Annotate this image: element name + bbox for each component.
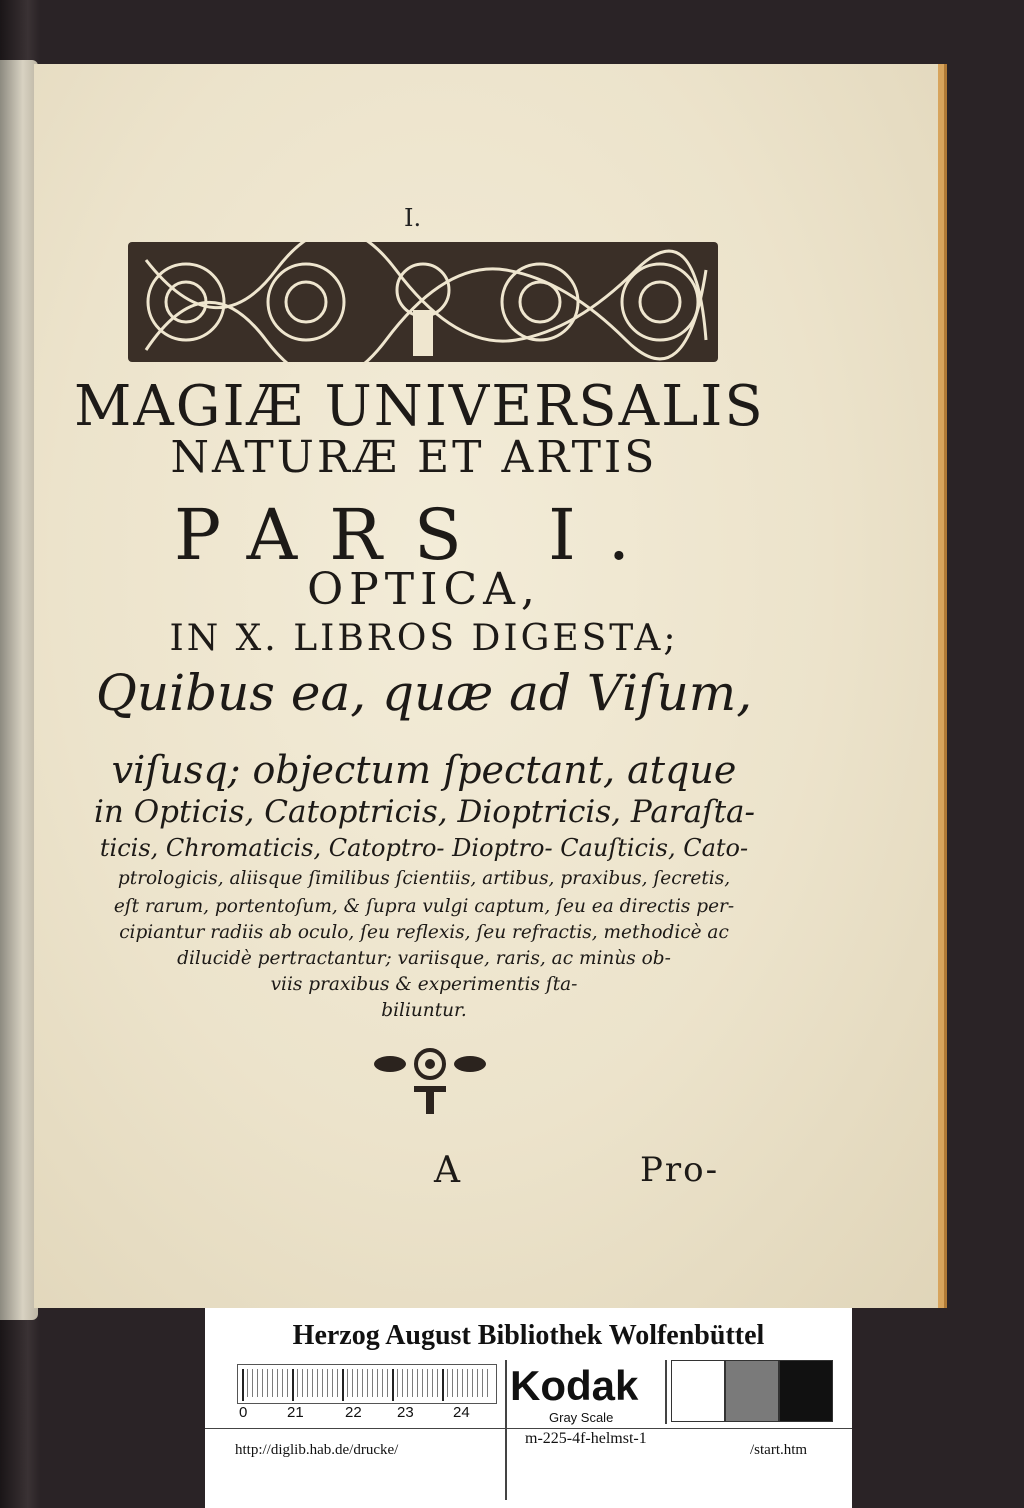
gray-scale-label: Gray Scale [549,1410,614,1425]
body-line: eſt rarum, portentoſum, & ſupra vulgi captum, ſeu ea directis per- [113,896,735,917]
book-page [34,64,938,1308]
folio-number: I. [404,204,422,232]
title-line-2: NATURÆ ET ARTIS [170,432,658,483]
start-page-text: /start.htm [750,1442,808,1458]
library-name: Herzog August Bibliothek Wolfenbüttel [292,1320,765,1351]
title-line-1: MAGIÆ UNIVERSALIS [74,374,765,439]
title-line-3: PARS I. [174,494,663,576]
body-line: viſusq; objectum ſpectant, atque [111,748,737,792]
catchword: Pro- [640,1150,720,1190]
fleuron-ornament [370,1046,490,1116]
signature-mark: A [434,1150,460,1191]
shelfmark-code: m-225-4f-helmst-1 [525,1430,647,1447]
ornamental-headpiece [126,240,720,364]
body-line: Quibus ea, quæ ad Viſum, [95,664,753,722]
body-line: ticis, Chromaticis, Catoptro- Dioptro- Cauſticis, Cato- [99,834,749,862]
gray-swatch [725,1360,779,1422]
previous-page-edge [0,60,38,1320]
url-text: http://diglib.hab.de/drucke/ [235,1442,399,1458]
title-line-4: OPTICA, [307,564,541,615]
body-line: biliuntur. [381,1000,467,1021]
title-line-5: IN X. LIBROS DIGESTA; [169,618,679,659]
black-swatch [779,1360,833,1422]
body-line: viis praxibus & experimentis ſta- [270,974,578,995]
body-line: in Opticis, Catoptricis, Dioptricis, Paraſta- [94,794,756,830]
white-swatch [671,1360,725,1422]
body-line: cipiantur radiis ab oculo, ſeu reflexis, ſeu refractis, methodicè ac [119,922,729,943]
color-target-card: Herzog August Bibliothek Wolfenbüttel 0 21 22 23 24 Kodak Gray Scale http://diglib.hab.de/drucke/ m-225-4f-helmst-1 /start.htm [205,1308,852,1508]
body-line: ptrologicis, aliisque ſimilibus ſcientiis, artibus, praxibus, ſecretis, [117,868,731,889]
scale-ruler [237,1364,497,1404]
body-line: dilucidè pertractantur; variisque, raris, ac minùs ob- [177,948,671,969]
kodak-logo: Kodak [510,1362,639,1409]
